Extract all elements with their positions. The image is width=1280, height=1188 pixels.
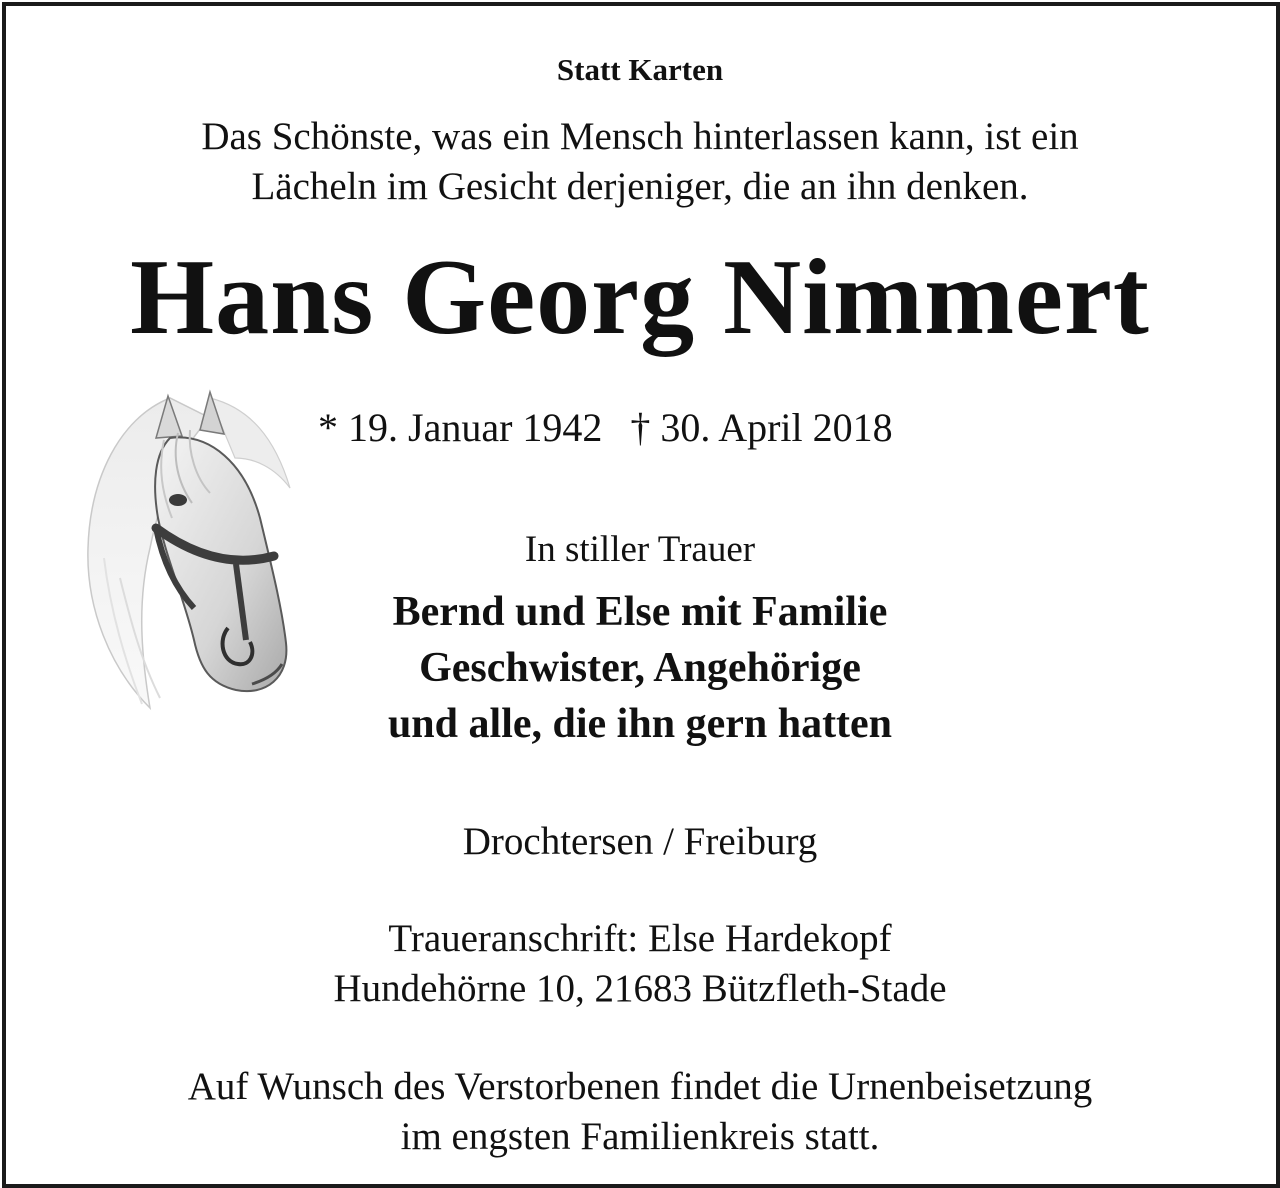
mourners: [0, 584, 1280, 752]
intro-heading: Statt Karten: [556, 52, 724, 87]
note-line: im engsten Familienkreis statt.: [400, 1115, 880, 1158]
death-date: † 30. April 2018: [630, 405, 893, 450]
address-line: Hundehörne 10, 21683 Bützfleth-Stade: [333, 967, 947, 1010]
place: Drochtersen / Freiburg: [462, 820, 818, 863]
mourners-line: Geschwister, Angehörige: [419, 645, 861, 691]
quote-line: Das Schönste, was ein Mensch hinterlassen kann, ist ein: [201, 115, 1079, 158]
quote-line: Lächeln im Gesicht derjeniger, die an ihn denken.: [251, 165, 1029, 208]
note-line: Auf Wunsch des Verstorbenen findet die Urnenbeisetzung: [187, 1065, 1093, 1108]
burial-note: [0, 1062, 1280, 1162]
deceased-name: Hans Georg Nimmert: [130, 238, 1150, 357]
life-dates: [318, 404, 893, 452]
mourners-line: Bernd und Else mit Familie: [392, 589, 888, 635]
birth-date: * 19. Januar 1942: [318, 405, 603, 450]
address-line: Traueranschrift: Else Hardekopf: [388, 917, 892, 960]
quote: [0, 112, 1280, 212]
mourning-address: [0, 914, 1280, 1014]
mourning-line: In stiller Trauer: [524, 529, 756, 570]
mourners-line: und alle, die ihn gern hatten: [387, 701, 893, 747]
